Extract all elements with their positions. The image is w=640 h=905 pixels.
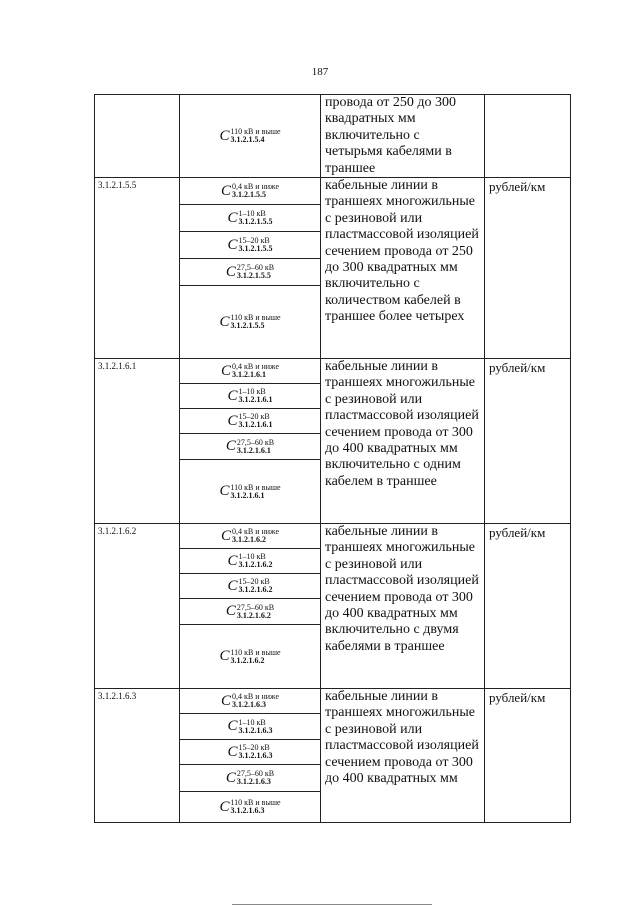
- symbol-indices: [237, 770, 274, 786]
- row-unit: рублей/км: [485, 689, 571, 823]
- symbol-letter: C: [227, 387, 238, 404]
- rate-symbol: [180, 792, 320, 822]
- symbol-code: 3.1.2.1.6.1: [231, 370, 266, 380]
- voltage-class: 0,4 кВ и ниже: [231, 527, 280, 537]
- symbol-indices: [232, 528, 279, 544]
- rate-symbol: [180, 409, 320, 434]
- row-code: 3.1.2.1.6.1: [95, 359, 180, 524]
- row-unit: [485, 95, 571, 178]
- voltage-class: 110 кВ и выше: [230, 647, 281, 657]
- symbol-indices: [230, 484, 280, 500]
- table-row: [95, 178, 571, 359]
- voltage-class: 110 кВ и выше: [230, 798, 281, 808]
- voltage-class: 27,5–60 кВ: [236, 437, 275, 447]
- symbol-cell: [180, 95, 321, 178]
- symbol-indices: [230, 799, 280, 815]
- symbol-letter: C: [225, 603, 236, 620]
- symbol-code: 3.1.2.1.5.5: [231, 190, 266, 200]
- symbol-indices: [239, 210, 273, 226]
- symbol-code: 3.1.2.1.5.5: [238, 217, 273, 227]
- row-code: [95, 95, 180, 178]
- rate-symbol: [180, 384, 320, 409]
- rate-symbol: [180, 434, 320, 460]
- symbol-letter: C: [220, 527, 231, 544]
- symbol-code: 3.1.2.1.6.2: [236, 610, 271, 620]
- voltage-class: 15–20 кВ: [238, 577, 270, 587]
- tariff-table: [94, 94, 571, 823]
- table-row: [95, 689, 571, 823]
- symbol-indices: [237, 604, 274, 620]
- symbol-code: 3.1.2.1.5.5: [236, 271, 271, 281]
- rate-symbol: [180, 714, 320, 740]
- row-code: 3.1.2.1.6.3: [95, 689, 180, 823]
- rate-symbol: [180, 359, 320, 384]
- symbol-code: 3.1.2.1.6.2: [238, 560, 273, 570]
- voltage-class: 15–20 кВ: [238, 743, 270, 753]
- symbol-code: 3.1.2.1.6.3: [230, 806, 265, 816]
- row-description: провода от 250 до 300 квадратных мм включительно с четырьмя кабелями в траншее: [321, 95, 485, 178]
- rate-symbol: [180, 95, 320, 177]
- symbol-letter: C: [220, 362, 231, 379]
- symbol-indices: [239, 578, 273, 594]
- symbol-code: 3.1.2.1.6.2: [230, 655, 265, 665]
- page-number: 187: [311, 66, 329, 78]
- symbol-indices: [239, 413, 273, 429]
- symbol-code: 3.1.2.1.6.3: [236, 777, 271, 787]
- voltage-class: 1–10 кВ: [238, 552, 266, 562]
- voltage-class: 27,5–60 кВ: [236, 263, 275, 273]
- symbol-indices: [232, 693, 279, 709]
- symbol-indices: [232, 183, 279, 199]
- voltage-class: 1–10 кВ: [238, 209, 266, 219]
- voltage-class: 110 кВ и выше: [230, 313, 281, 323]
- symbol-code: 3.1.2.1.6.1: [230, 490, 265, 500]
- symbol-code: 3.1.2.1.5.5: [230, 321, 265, 331]
- voltage-class: 27,5–60 кВ: [236, 602, 275, 612]
- symbol-letter: C: [220, 182, 231, 199]
- symbol-letter: C: [225, 769, 236, 786]
- row-code: 3.1.2.1.6.2: [95, 524, 180, 689]
- table-row: [95, 359, 571, 524]
- voltage-class: 27,5–60 кВ: [236, 769, 275, 779]
- table-row: [95, 524, 571, 689]
- rate-symbol: [180, 740, 320, 765]
- symbol-letter: C: [225, 438, 236, 455]
- rate-symbol: [180, 259, 320, 286]
- symbol-code: 3.1.2.1.6.1: [238, 420, 273, 430]
- rate-symbol: [180, 460, 320, 523]
- symbol-letter: C: [227, 577, 238, 594]
- symbol-indices: [230, 649, 280, 665]
- row-unit: рублей/км: [485, 524, 571, 689]
- rate-symbol: [180, 549, 320, 574]
- rate-symbol: [180, 205, 320, 232]
- symbol-code: 3.1.2.1.6.3: [238, 725, 273, 735]
- row-description: кабельные линии в траншеях многожильные с резиновой или пластмассовой изоляцией сечением провода от 250 до 300 квадратных мм включительно с количеством кабелей в траншее более четырех: [321, 178, 485, 359]
- voltage-class: 110 кВ и выше: [230, 127, 281, 136]
- symbol-cell: [180, 524, 321, 689]
- row-code: 3.1.2.1.5.5: [95, 178, 180, 359]
- symbol-indices: [239, 744, 273, 760]
- symbol-letter: C: [220, 692, 231, 709]
- rate-symbol: [180, 574, 320, 599]
- symbol-letter: C: [227, 236, 238, 253]
- voltage-class: 15–20 кВ: [238, 236, 270, 246]
- voltage-class: 0,4 кВ и ниже: [231, 692, 280, 702]
- rate-symbol: [180, 524, 320, 549]
- table-row: [95, 95, 571, 178]
- voltage-class: 1–10 кВ: [238, 717, 266, 727]
- symbol-letter: C: [219, 483, 230, 500]
- symbol-letter: C: [225, 263, 236, 280]
- symbol-indices: [239, 237, 273, 253]
- symbol-indices: [230, 128, 280, 144]
- symbol-code: 3.1.2.1.6.3: [231, 700, 266, 710]
- symbol-indices: [230, 314, 280, 330]
- symbol-letter: C: [227, 412, 238, 429]
- symbol-code: 3.1.2.1.6.3: [238, 751, 273, 761]
- symbol-letter: C: [227, 718, 238, 735]
- symbol-code: 3.1.2.1.5.5: [238, 244, 273, 254]
- symbol-indices: [232, 363, 279, 379]
- voltage-class: 0,4 кВ и ниже: [231, 182, 280, 192]
- row-unit: рублей/км: [485, 359, 571, 524]
- symbol-code: 3.1.2.1.6.2: [238, 585, 273, 595]
- symbol-code: 3.1.2.1.6.2: [231, 535, 266, 545]
- voltage-class: 0,4 кВ и ниже: [231, 362, 280, 372]
- symbol-letter: C: [227, 552, 238, 569]
- symbol-letter: C: [219, 127, 230, 144]
- row-description: кабельные линии в траншеях многожильные с резиновой или пластмассовой изоляцией сечением провода от 300 до 400 квадратных мм включительно с двумя кабелями в траншее: [321, 524, 485, 689]
- rate-symbol: [180, 599, 320, 625]
- voltage-class: 15–20 кВ: [238, 412, 270, 422]
- symbol-letter: C: [219, 648, 230, 665]
- rate-symbol: [180, 178, 320, 205]
- symbol-indices: [239, 553, 273, 569]
- symbol-letter: C: [219, 798, 230, 815]
- symbol-cell: [180, 178, 321, 359]
- symbol-cell: [180, 689, 321, 823]
- row-description: кабельные линии в траншеях многожильные с резиновой или пластмассовой изоляцией сечением провода от 300 до 400 квадратных мм: [321, 689, 485, 823]
- voltage-class: 110 кВ и выше: [230, 482, 281, 492]
- symbol-letter: C: [227, 209, 238, 226]
- symbol-code: 3.1.2.1.6.1: [236, 445, 271, 455]
- symbol-indices: [239, 388, 273, 404]
- symbol-letter: C: [219, 313, 230, 330]
- row-unit: рублей/км: [485, 178, 571, 359]
- symbol-code: 3.1.2.1.5.4: [230, 135, 265, 144]
- rate-symbol: [180, 232, 320, 259]
- symbol-letter: C: [227, 743, 238, 760]
- symbol-indices: [239, 719, 273, 735]
- row-description: кабельные линии в траншеях многожильные с резиновой или пластмассовой изоляцией сечением провода от 300 до 400 квадратных мм включительно с одним кабелем в траншее: [321, 359, 485, 524]
- symbol-cell: [180, 359, 321, 524]
- voltage-class: 1–10 кВ: [238, 387, 266, 397]
- rate-symbol: [180, 765, 320, 792]
- symbol-indices: [237, 439, 274, 455]
- rate-symbol: [180, 625, 320, 688]
- symbol-indices: [237, 264, 274, 280]
- rate-symbol: [180, 689, 320, 714]
- rate-symbol: [180, 286, 320, 358]
- symbol-code: 3.1.2.1.6.1: [238, 395, 273, 405]
